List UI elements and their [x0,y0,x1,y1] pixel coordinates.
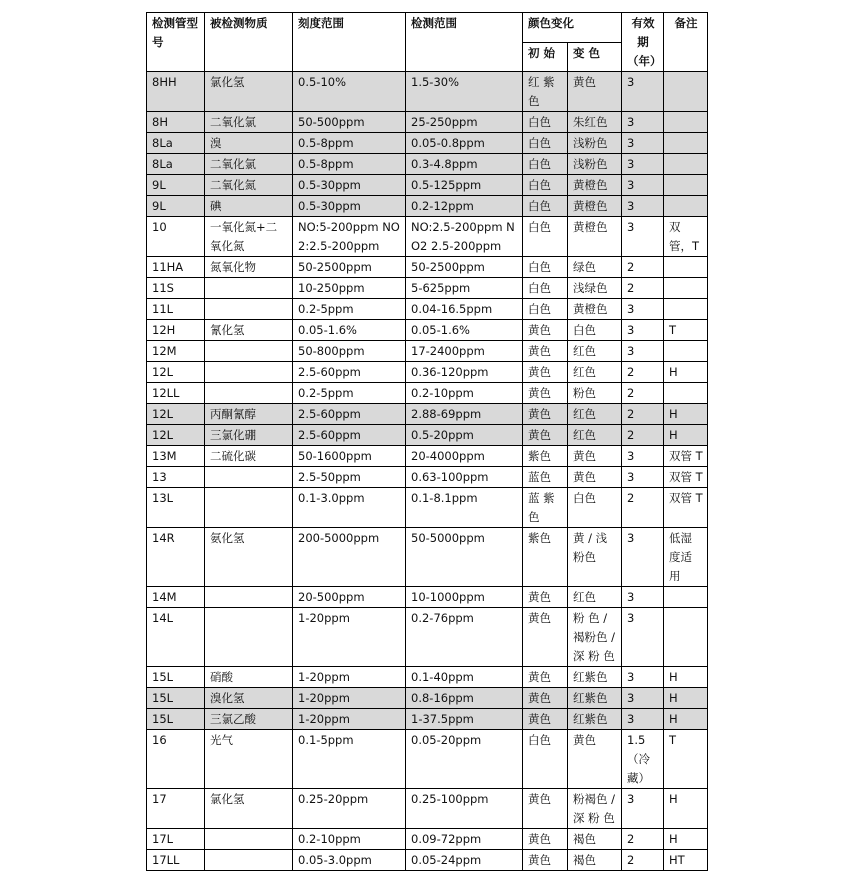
cell-validity: 2 [622,257,664,278]
table-row [147,362,708,383]
cell-initial-color: 黄色 [523,789,568,829]
cell-substance: 氨化氢 [205,528,293,587]
table-row [147,709,708,730]
cell-remark: H [664,425,708,446]
cell-model: 17LL [147,850,205,871]
cell-changed-color: 粉褐色 / 深 粉 色 [568,789,622,829]
cell-model: 11S [147,278,205,299]
cell-initial-color: 黄色 [523,341,568,362]
cell-initial-color: 黄色 [523,667,568,688]
cell-substance [205,299,293,320]
cell-substance [205,587,293,608]
header-detect-range: 检测范围 [406,13,523,72]
cell-detect-range: 20-4000ppm [406,446,523,467]
cell-substance [205,829,293,850]
cell-detect-range: 0.2-10ppm [406,383,523,404]
cell-scale-range: 0.2-5ppm [293,383,406,404]
cell-model: 11L [147,299,205,320]
cell-remark: H [664,829,708,850]
cell-substance: 丙酮氰醇 [205,404,293,425]
cell-substance: 氰化氢 [205,320,293,341]
table-row [147,196,708,217]
cell-validity: 2 [622,278,664,299]
header-changed-color: 变 色 [568,42,622,72]
cell-scale-range: 1-20ppm [293,688,406,709]
table-row [147,446,708,467]
cell-scale-range: 50-1600ppm [293,446,406,467]
table-row [147,608,708,667]
table-row [147,488,708,528]
cell-initial-color: 白色 [523,133,568,154]
cell-detect-range: 0.36-120ppm [406,362,523,383]
cell-substance: 二氧化氯 [205,112,293,133]
cell-remark: H [664,709,708,730]
cell-validity: 3 [622,175,664,196]
table-row [147,730,708,789]
cell-changed-color: 红紫色 [568,667,622,688]
cell-validity: 3 [622,72,664,112]
cell-detect-range: 0.1-8.1ppm [406,488,523,528]
cell-validity: 3 [622,789,664,829]
cell-initial-color: 白色 [523,730,568,789]
cell-validity: 2 [622,362,664,383]
cell-detect-range: 17-2400ppm [406,341,523,362]
cell-changed-color: 黄色 [568,467,622,488]
cell-scale-range: 0.1-3.0ppm [293,488,406,528]
cell-changed-color: 褐色 [568,829,622,850]
cell-remark: 双管 T [664,446,708,467]
cell-substance: 三氯乙酸 [205,709,293,730]
table-row [147,688,708,709]
cell-changed-color: 黄橙色 [568,299,622,320]
cell-validity: 2 [622,383,664,404]
cell-validity: 3 [622,587,664,608]
cell-remark: H [664,667,708,688]
cell-scale-range: 50-2500ppm [293,257,406,278]
header-remark: 备注 [664,13,708,72]
cell-scale-range: 0.5-8ppm [293,133,406,154]
cell-validity: 2 [622,425,664,446]
cell-initial-color: 黄色 [523,404,568,425]
cell-substance [205,608,293,667]
cell-substance [205,383,293,404]
cell-validity: 3 [622,133,664,154]
cell-detect-range: 0.05-0.8ppm [406,133,523,154]
cell-model: 13L [147,488,205,528]
cell-remark [664,257,708,278]
header-model: 检测管型号 [147,13,205,72]
cell-scale-range: 2.5-60ppm [293,404,406,425]
cell-substance [205,488,293,528]
cell-initial-color: 紫色 [523,446,568,467]
cell-changed-color: 褐色 [568,850,622,871]
cell-detect-range: 1-37.5ppm [406,709,523,730]
table-row [147,341,708,362]
cell-model: 11HA [147,257,205,278]
cell-validity: 3 [622,320,664,341]
cell-initial-color: 白色 [523,299,568,320]
cell-model: 15L [147,709,205,730]
cell-validity: 3 [622,217,664,257]
cell-remark [664,196,708,217]
header-validity: 有效期（年） [622,13,664,72]
cell-changed-color: 黄橙色 [568,175,622,196]
cell-initial-color: 黄色 [523,709,568,730]
cell-model: 9L [147,196,205,217]
cell-model: 8La [147,154,205,175]
cell-initial-color: 黄色 [523,850,568,871]
cell-substance: 硝酸 [205,667,293,688]
cell-scale-range: 0.05-3.0ppm [293,850,406,871]
cell-remark: H [664,789,708,829]
table-row [147,829,708,850]
cell-model: 12M [147,341,205,362]
cell-validity: 2 [622,850,664,871]
cell-remark: 双管 T [664,488,708,528]
cell-substance [205,278,293,299]
cell-model: 14L [147,608,205,667]
cell-model: 8HH [147,72,205,112]
cell-scale-range: 0.5-30ppm [293,175,406,196]
cell-validity: 3 [622,528,664,587]
cell-model: 8H [147,112,205,133]
cell-changed-color: 粉 色 / 褐粉色 / 深 粉 色 [568,608,622,667]
cell-initial-color: 白色 [523,112,568,133]
cell-model: 9L [147,175,205,196]
cell-substance [205,467,293,488]
cell-remark [664,608,708,667]
cell-scale-range: 2.5-60ppm [293,425,406,446]
table-row [147,528,708,587]
cell-initial-color: 蓝色 [523,467,568,488]
cell-initial-color: 黄色 [523,587,568,608]
cell-initial-color: 白色 [523,257,568,278]
cell-remark: H [664,404,708,425]
cell-substance: 碘 [205,196,293,217]
cell-initial-color: 黄色 [523,383,568,404]
cell-substance: 氯化氢 [205,72,293,112]
cell-changed-color: 红色 [568,362,622,383]
cell-model: 8La [147,133,205,154]
cell-remark [664,175,708,196]
cell-validity: 2 [622,404,664,425]
cell-substance: 氯化氢 [205,789,293,829]
cell-detect-range: 10-1000ppm [406,587,523,608]
cell-detect-range: 5-625ppm [406,278,523,299]
cell-changed-color: 黄 / 浅 粉色 [568,528,622,587]
cell-scale-range: 10-250ppm [293,278,406,299]
cell-changed-color: 粉色 [568,383,622,404]
cell-changed-color: 绿色 [568,257,622,278]
cell-detect-range: 0.5-20ppm [406,425,523,446]
header-scale-range: 刻度范围 [293,13,406,72]
table-row [147,320,708,341]
table-body [147,72,708,871]
cell-model: 10 [147,217,205,257]
cell-initial-color: 白色 [523,154,568,175]
cell-initial-color: 红 紫 色 [523,72,568,112]
cell-substance: 氮氧化物 [205,257,293,278]
cell-detect-range: 0.2-76ppm [406,608,523,667]
cell-changed-color: 红色 [568,404,622,425]
cell-remark: H [664,688,708,709]
cell-remark: T [664,320,708,341]
cell-detect-range: NO:2.5-200ppm NO2 2.5-200ppm [406,217,523,257]
cell-remark [664,133,708,154]
table-row [147,72,708,112]
cell-changed-color: 白色 [568,488,622,528]
cell-initial-color: 白色 [523,217,568,257]
table-row [147,278,708,299]
detector-tube-table [146,12,708,871]
cell-validity: 3 [622,112,664,133]
cell-detect-range: 50-5000ppm [406,528,523,587]
cell-validity: 3 [622,341,664,362]
table-row [147,425,708,446]
cell-scale-range: 0.5-10% [293,72,406,112]
cell-remark [664,112,708,133]
detector-tube-table-sheet [146,12,707,871]
cell-model: 12LL [147,383,205,404]
table-row [147,217,708,257]
cell-detect-range: 50-2500ppm [406,257,523,278]
cell-validity: 1.5 （冷藏） [622,730,664,789]
cell-substance: 溴 [205,133,293,154]
cell-remark: H [664,362,708,383]
cell-validity: 3 [622,709,664,730]
cell-validity: 3 [622,608,664,667]
cell-model: 14R [147,528,205,587]
cell-changed-color: 黄色 [568,730,622,789]
cell-scale-range: 20-500ppm [293,587,406,608]
cell-scale-range: 0.2-10ppm [293,829,406,850]
table-row [147,133,708,154]
cell-remark: T [664,730,708,789]
cell-detect-range: 0.05-24ppm [406,850,523,871]
cell-remark: 双管 T [664,467,708,488]
cell-scale-range: 2.5-60ppm [293,362,406,383]
cell-initial-color: 黄色 [523,425,568,446]
cell-substance [205,341,293,362]
cell-changed-color: 黄橙色 [568,196,622,217]
cell-changed-color: 浅粉色 [568,133,622,154]
cell-model: 13M [147,446,205,467]
cell-scale-range: 0.25-20ppm [293,789,406,829]
cell-scale-range: 0.05-1.6% [293,320,406,341]
table-row [147,257,708,278]
cell-detect-range: 0.2-12ppm [406,196,523,217]
cell-changed-color: 浅绿色 [568,278,622,299]
cell-substance [205,362,293,383]
cell-remark: HT [664,850,708,871]
cell-validity: 3 [622,446,664,467]
table-row [147,154,708,175]
cell-validity: 3 [622,667,664,688]
cell-detect-range: 0.63-100ppm [406,467,523,488]
cell-validity: 3 [622,688,664,709]
cell-changed-color: 浅粉色 [568,154,622,175]
cell-validity: 3 [622,299,664,320]
cell-scale-range: 2.5-50ppm [293,467,406,488]
cell-scale-range: 1-20ppm [293,608,406,667]
table-row [147,383,708,404]
cell-model: 16 [147,730,205,789]
cell-detect-range: 0.25-100ppm [406,789,523,829]
cell-changed-color: 黄色 [568,446,622,467]
cell-detect-range: 0.5-125ppm [406,175,523,196]
cell-changed-color: 红色 [568,587,622,608]
cell-remark [664,72,708,112]
cell-validity: 2 [622,829,664,850]
cell-remark [664,154,708,175]
cell-model: 15L [147,667,205,688]
cell-remark [664,299,708,320]
cell-changed-color: 红色 [568,341,622,362]
cell-detect-range: 0.1-40ppm [406,667,523,688]
table-row [147,587,708,608]
cell-model: 14M [147,587,205,608]
table-row [147,299,708,320]
cell-detect-range: 0.05-20ppm [406,730,523,789]
header-substance: 被检测物质 [205,13,293,72]
cell-changed-color: 朱红色 [568,112,622,133]
cell-substance: 溴化氢 [205,688,293,709]
cell-scale-range: 0.5-8ppm [293,154,406,175]
cell-detect-range: 25-250ppm [406,112,523,133]
cell-validity: 2 [622,488,664,528]
cell-substance: 三氯化硼 [205,425,293,446]
cell-initial-color: 黄色 [523,362,568,383]
cell-scale-range: NO:5-200ppm NO2:2.5-200ppm [293,217,406,257]
cell-detect-range: 1.5-30% [406,72,523,112]
cell-scale-range: 0.5-30ppm [293,196,406,217]
cell-validity: 3 [622,154,664,175]
table-row [147,467,708,488]
cell-changed-color: 白色 [568,320,622,341]
cell-detect-range: 0.3-4.8ppm [406,154,523,175]
cell-remark: 双管，T [664,217,708,257]
cell-validity: 3 [622,467,664,488]
cell-initial-color: 紫色 [523,528,568,587]
cell-scale-range: 50-500ppm [293,112,406,133]
cell-changed-color: 黄色 [568,72,622,112]
cell-detect-range: 0.04-16.5ppm [406,299,523,320]
cell-substance: 二硫化碳 [205,446,293,467]
cell-scale-range: 0.1-5ppm [293,730,406,789]
cell-scale-range: 200-5000ppm [293,528,406,587]
cell-changed-color: 红色 [568,425,622,446]
cell-initial-color: 黄色 [523,829,568,850]
cell-model: 12L [147,425,205,446]
cell-initial-color: 黄色 [523,688,568,709]
cell-substance: 一氧化氮+二氧化氮 [205,217,293,257]
cell-remark [664,278,708,299]
cell-initial-color: 蓝 紫 色 [523,488,568,528]
cell-remark [664,383,708,404]
cell-remark: 低湿度适用 [664,528,708,587]
cell-substance: 二氧化氮 [205,175,293,196]
cell-scale-range: 1-20ppm [293,709,406,730]
cell-changed-color: 红紫色 [568,688,622,709]
cell-model: 17 [147,789,205,829]
cell-initial-color: 白色 [523,278,568,299]
table-row [147,789,708,829]
table-row [147,112,708,133]
cell-model: 17L [147,829,205,850]
cell-model: 12L [147,362,205,383]
cell-detect-range: 0.05-1.6% [406,320,523,341]
cell-remark [664,587,708,608]
cell-initial-color: 白色 [523,175,568,196]
cell-scale-range: 0.2-5ppm [293,299,406,320]
table-row [147,667,708,688]
cell-remark [664,341,708,362]
cell-detect-range: 2.88-69ppm [406,404,523,425]
cell-changed-color: 红紫色 [568,709,622,730]
cell-scale-range: 1-20ppm [293,667,406,688]
cell-model: 12L [147,404,205,425]
cell-changed-color: 黄橙色 [568,217,622,257]
table-row [147,404,708,425]
cell-substance: 二氧化氯 [205,154,293,175]
cell-model: 12H [147,320,205,341]
cell-detect-range: 0.09-72ppm [406,829,523,850]
table-row [147,175,708,196]
cell-validity: 3 [622,196,664,217]
cell-scale-range: 50-800ppm [293,341,406,362]
header-color-change: 颜色变化 [523,13,622,43]
cell-initial-color: 黄色 [523,608,568,667]
cell-detect-range: 0.8-16ppm [406,688,523,709]
cell-model: 13 [147,467,205,488]
cell-model: 15L [147,688,205,709]
header-initial-color: 初 始 [523,42,568,72]
cell-initial-color: 白色 [523,196,568,217]
cell-substance: 光气 [205,730,293,789]
cell-initial-color: 黄色 [523,320,568,341]
